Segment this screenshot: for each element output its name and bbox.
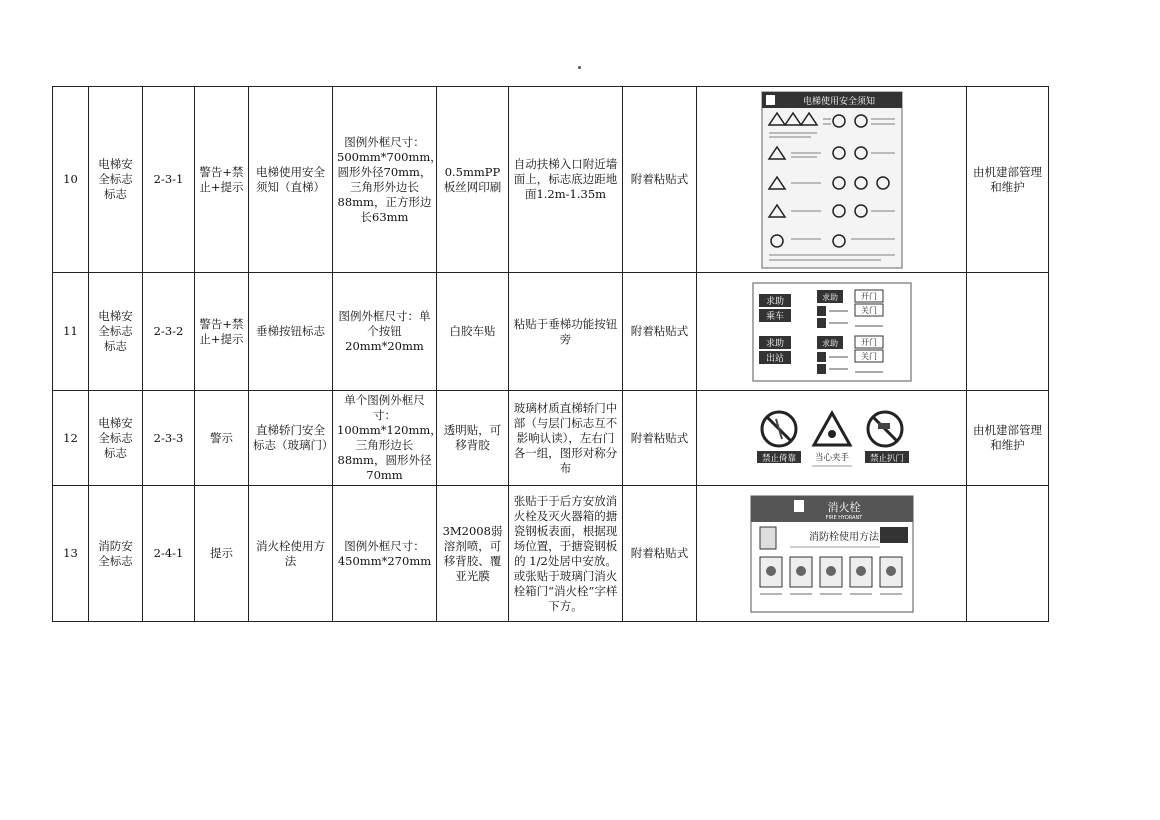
sign-content: 直梯轿门安全标志（玻璃门）	[249, 391, 333, 486]
row-number: 10	[53, 87, 89, 273]
row-number: 12	[53, 391, 89, 486]
install-method: 附着粘贴式	[623, 273, 697, 391]
sign-code: 2-4-1	[143, 486, 195, 622]
sign-category: 电梯安全标志标志	[89, 273, 143, 391]
elevator-safety-notice-image	[761, 91, 903, 269]
table-row	[53, 391, 1049, 486]
sign-category: 消防安全标志	[89, 486, 143, 622]
management-note: 由机建部管理和维护	[967, 87, 1049, 273]
table-row	[53, 486, 1049, 622]
elevator-button-labels-image	[752, 282, 912, 382]
sign-code: 2-3-2	[143, 273, 195, 391]
button-label: 开门	[860, 291, 877, 301]
hydrant-usage-title: 消防栓使用方法	[808, 531, 879, 543]
table-row	[53, 273, 1049, 391]
sign-content: 电梯使用安全须知（直梯）	[249, 87, 333, 273]
sign-image-cell	[697, 273, 967, 391]
sign-image-cell	[697, 87, 967, 273]
sign-location: 玻璃材质直梯轿门中部（与层门标志互不影响认读），左右门各一组，图形对称分布	[509, 391, 623, 486]
sign-type: 警告+禁止+提示	[195, 87, 249, 273]
install-method: 附着粘贴式	[623, 87, 697, 273]
install-method: 附着粘贴式	[623, 391, 697, 486]
sign-type: 提示	[195, 486, 249, 622]
sign-content: 垂梯按钮标志	[249, 273, 333, 391]
button-label: 求助	[765, 296, 784, 307]
management-note	[967, 486, 1049, 622]
sign-size: 单个图例外框尺寸：100mm*120mm，三角形边长88mm，圆形外径70mm	[333, 391, 437, 486]
sign-location: 粘贴于垂梯功能按钮旁	[509, 273, 623, 391]
management-note	[967, 273, 1049, 391]
sign-material: 0.5mmPP板丝网印刷	[437, 87, 509, 273]
sign-label: 禁止倚靠	[761, 454, 796, 464]
button-label: 求助	[821, 338, 838, 348]
sign-code: 2-3-3	[143, 391, 195, 486]
hydrant-header: 消火栓	[827, 500, 860, 514]
button-label: 乘车	[765, 311, 784, 322]
sign-type: 警告+禁止+提示	[195, 273, 249, 391]
sign-category: 电梯安全标志标志	[89, 87, 143, 273]
button-label: 出站	[765, 353, 784, 364]
button-label: 关门	[860, 351, 877, 361]
hydrant-header-en: FIRE HYDRANT	[825, 514, 862, 521]
sign-material: 白胶车贴	[437, 273, 509, 391]
sign-type: 警示	[195, 391, 249, 486]
sign-location: 张贴于于后方安放消火栓及灭火器箱的搪瓷钢板表面，根据现场位置，于搪瓷钢板的 1/2处居中安放。或张贴于玻璃门消火栓箱门“消火栓”字样下方。	[509, 486, 623, 622]
fire-hydrant-usage-image	[750, 495, 914, 613]
button-label: 开门	[860, 337, 877, 347]
row-number: 13	[53, 486, 89, 622]
button-label: 关门	[860, 305, 877, 315]
button-label: 求助	[765, 338, 784, 349]
sign-label: 禁止扒门	[869, 454, 904, 464]
table-row	[53, 87, 1049, 273]
button-label: 求助	[821, 292, 838, 302]
sign-material: 透明贴，可移背胶	[437, 391, 509, 486]
sign-material: 3M2008弱溶剂喷，可移背胶、覆亚光膜	[437, 486, 509, 622]
scan-speck	[578, 66, 581, 69]
sign-size: 图例外框尺寸：单个按钮20mm*20mm	[333, 273, 437, 391]
sign-location: 自动扶梯入口附近墙面上，标志底边距地面1.2m-1.35m	[509, 87, 623, 273]
sign-spec-table	[52, 86, 1049, 622]
glass-door-signs-image	[752, 405, 912, 471]
sign-label: 当心夹手	[814, 453, 849, 463]
sign-size: 图例外框尺寸：500mm*700mm，圆形外径70mm，三角形外边长88mm，正方形边长63mm	[333, 87, 437, 273]
row-number: 11	[53, 273, 89, 391]
install-method: 附着粘贴式	[623, 486, 697, 622]
sign-size: 图例外框尺寸：450mm*270mm	[333, 486, 437, 622]
sign-image-cell	[697, 486, 967, 622]
sign-category: 电梯安全标志标志	[89, 391, 143, 486]
management-note: 由机建部管理和维护	[967, 391, 1049, 486]
sign-content: 消火栓使用方法	[249, 486, 333, 622]
sign-code: 2-3-1	[143, 87, 195, 273]
notice-title: 电梯使用安全须知	[802, 96, 875, 107]
sign-image-cell	[697, 391, 967, 486]
